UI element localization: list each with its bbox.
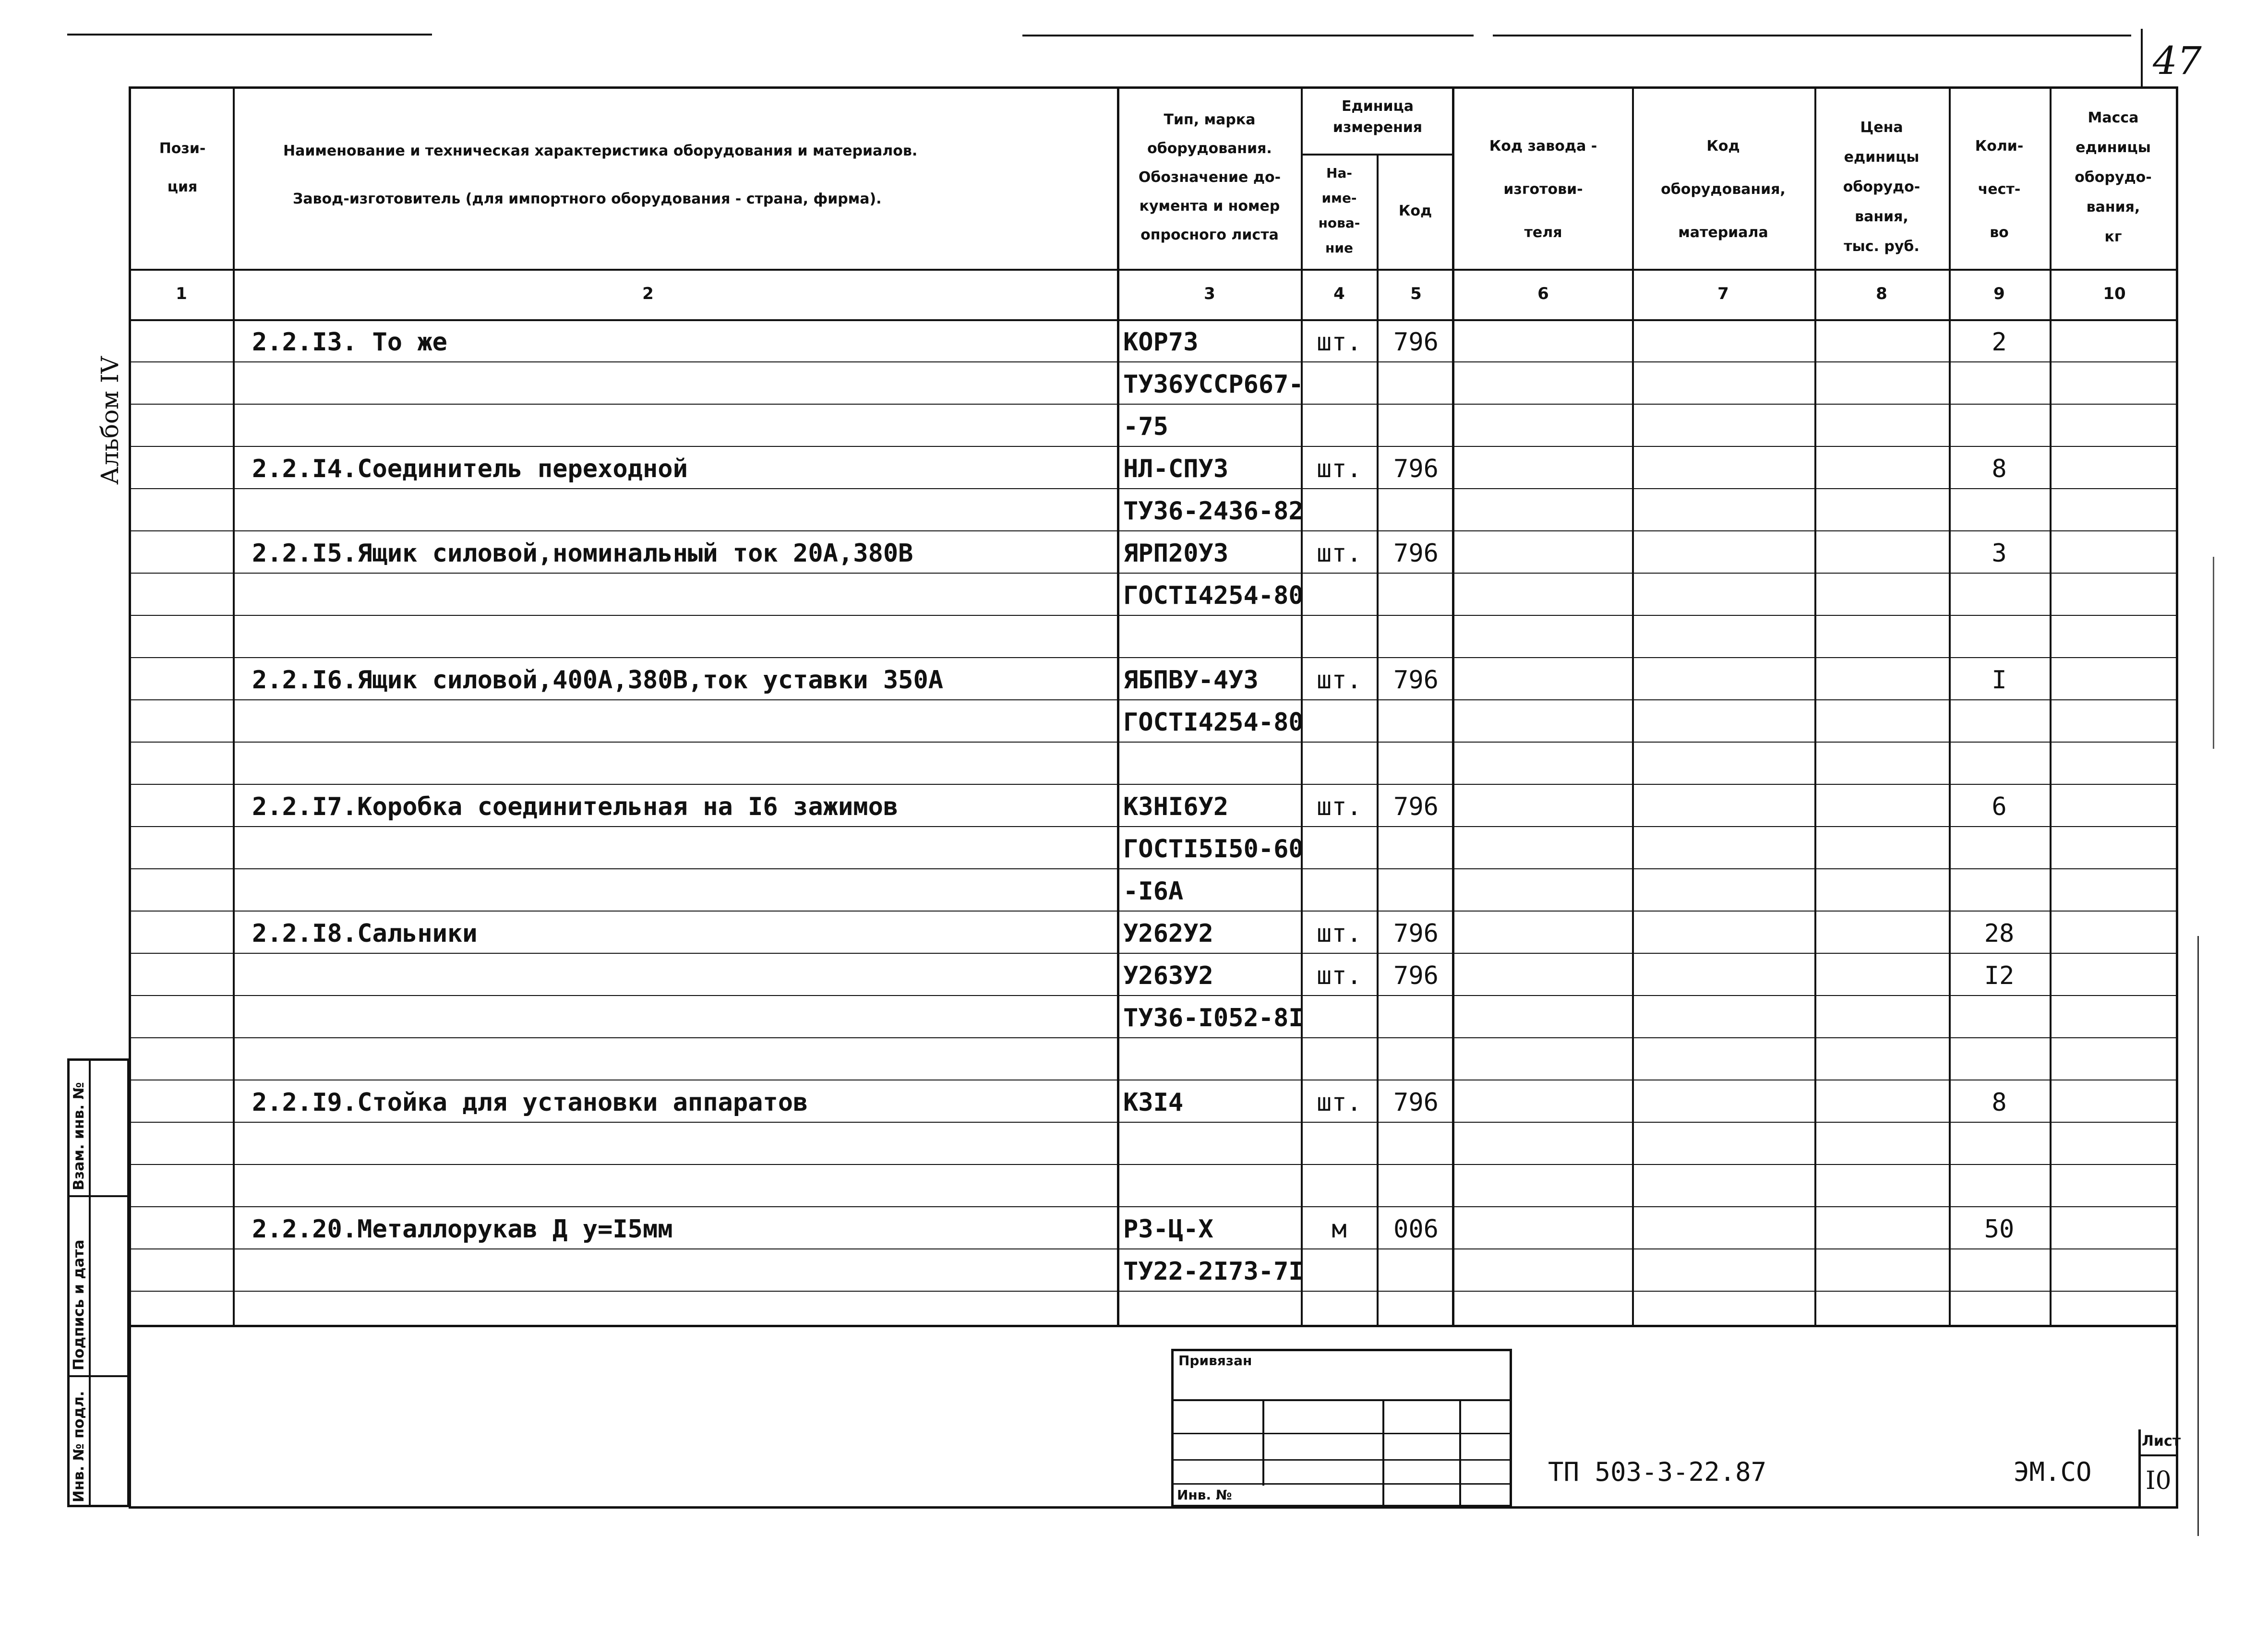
- row-type: ТУ22-2I73-7I: [1123, 1257, 1304, 1286]
- header-col9-line: во: [1990, 224, 2009, 241]
- row-type: КОР73: [1123, 328, 1199, 357]
- table-top-border: [129, 86, 2178, 89]
- header-col2-line: Завод-изготовитель (для импортного оборудования - страна, фирма).: [293, 191, 882, 207]
- header-col10: [2052, 103, 2174, 252]
- sheet-label: Лист: [2142, 1433, 2181, 1450]
- header-unit-line: измерения: [1332, 119, 1423, 136]
- col-sep-4: [1377, 154, 1379, 1326]
- row-type: У262У2: [1123, 919, 1213, 948]
- row-qty: 8: [1992, 1088, 2007, 1117]
- header-col8-line: вания,: [1855, 208, 1908, 225]
- table-right-border: [2176, 86, 2178, 1507]
- row-type: ГОСТI4254-80: [1123, 708, 1304, 737]
- privyazan-col: [1459, 1399, 1461, 1507]
- header-col7-line: материала: [1678, 224, 1768, 241]
- row-line: [129, 404, 2178, 405]
- page-number-box-left: [2141, 29, 2143, 86]
- row-name: 2.2.I4.Соединитель переходной: [252, 455, 688, 483]
- scan-mark: [2197, 936, 2199, 1536]
- row-line: [129, 530, 2178, 531]
- numbers-bottom-border: [129, 319, 2178, 321]
- row-unit: шт.: [1317, 539, 1362, 568]
- privyazan-col: [1262, 1399, 1264, 1486]
- left-strip-row: [67, 1195, 130, 1197]
- row-line: [129, 657, 2178, 658]
- row-qty: 2: [1992, 328, 2007, 357]
- row-type: -I6А: [1123, 877, 1184, 906]
- row-unit: шт.: [1317, 328, 1362, 357]
- row-name: 2.2.I9.Стойка для установки аппаратов: [252, 1088, 808, 1117]
- header-col7-line: Код: [1706, 138, 1740, 155]
- header-col8-line: оборудо-: [1843, 179, 1920, 195]
- row-type: ТУ36-2436-82: [1123, 497, 1304, 526]
- header-col8-line: единицы: [1844, 149, 1920, 166]
- row-name: 2.2.I5.Ящик силовой,номинальный ток 20А,380В: [252, 539, 913, 568]
- header-col5: Код: [1398, 203, 1432, 219]
- row-type: КЗНI6У2: [1123, 792, 1229, 821]
- row-code: 006: [1393, 1215, 1439, 1244]
- row-type: НЛ-СПУ3: [1123, 455, 1229, 483]
- row-qty: I2: [1984, 961, 2015, 990]
- header-col1: [139, 130, 226, 206]
- header-col4: [1303, 161, 1375, 261]
- row-code: 796: [1393, 328, 1439, 357]
- row-line: [129, 1291, 2178, 1292]
- header-col10-line: кг: [2104, 228, 2122, 245]
- row-unit: шт.: [1317, 666, 1362, 695]
- row-unit: шт.: [1317, 1088, 1362, 1117]
- row-qty: 50: [1984, 1215, 2015, 1244]
- top-rule-mid: [1022, 35, 1474, 36]
- col-number: 5: [1410, 284, 1422, 303]
- row-type: ЯРП20У3: [1123, 539, 1229, 568]
- row-unit: шт.: [1317, 919, 1362, 948]
- unit-subheader-border: [1301, 154, 1453, 156]
- header-col3-line: Тип, марка: [1164, 111, 1256, 128]
- row-line: [129, 995, 2178, 996]
- row-qty: I: [1992, 666, 2007, 695]
- col-number: 9: [1993, 284, 2005, 303]
- row-name: 2.2.I7.Коробка соединительная на I6 зажимов: [252, 792, 899, 821]
- privyazan-col: [1382, 1399, 1384, 1507]
- header-col4-line: нова-: [1318, 215, 1360, 231]
- row-type: ТУ36-I052-8I: [1123, 1004, 1304, 1032]
- row-line: [129, 1164, 2178, 1165]
- header-col9: [1951, 125, 2047, 254]
- scan-mark: [2213, 557, 2214, 749]
- vzam-inv-label: Взам. инв. №: [71, 1082, 87, 1190]
- col-number: 7: [1717, 284, 1729, 303]
- album-label: Альбом IV: [96, 356, 124, 485]
- header-col4-line: ние: [1325, 240, 1353, 256]
- row-unit: м: [1332, 1215, 1347, 1244]
- header-col10-line: единицы: [2076, 139, 2151, 156]
- privyazan-label: Привязан: [1178, 1353, 1252, 1368]
- header-col1-line: Пози-: [159, 140, 206, 157]
- col-sep-8: [1949, 86, 1951, 1326]
- header-col2: [250, 127, 989, 223]
- header-col3: [1121, 106, 1298, 250]
- row-type: КЗI4: [1123, 1088, 1184, 1117]
- row-type: ГОСТI4254-80: [1123, 581, 1304, 610]
- header-col6-line: изготови-: [1503, 181, 1583, 198]
- row-code: 796: [1393, 919, 1439, 948]
- header-col6: [1457, 125, 1630, 254]
- row-unit: шт.: [1317, 455, 1362, 483]
- col-number: 6: [1537, 284, 1549, 303]
- row-line: [129, 1206, 2178, 1207]
- header-col6-line: теля: [1524, 224, 1562, 241]
- row-code: 796: [1393, 666, 1439, 695]
- row-type: Р3-Ц-Х: [1123, 1215, 1213, 1244]
- col-sep-7: [1814, 86, 1816, 1326]
- inv-no-label: Инв. №: [1177, 1487, 1232, 1503]
- row-line: [129, 615, 2178, 616]
- col-number: 2: [642, 284, 654, 303]
- row-qty: 6: [1992, 792, 2007, 821]
- inv-podl-label: Инв. № подл.: [71, 1391, 87, 1502]
- row-line: [129, 953, 2178, 954]
- row-line: [129, 826, 2178, 827]
- col-sep-5: [1452, 86, 1454, 1326]
- top-rule-right: [1493, 35, 2131, 36]
- header-unit-line: Единица: [1342, 98, 1414, 115]
- row-type: ГОСТI5I50-60: [1123, 835, 1304, 864]
- col-sep-2: [1117, 86, 1119, 1326]
- row-line: [129, 742, 2178, 743]
- row-qty: 3: [1992, 539, 2007, 568]
- row-qty: 8: [1992, 455, 2007, 483]
- col-sep-9: [2050, 86, 2052, 1326]
- row-line: [129, 1037, 2178, 1038]
- header-col7-line: оборудования,: [1661, 181, 1786, 198]
- header-col3-line: опросного листа: [1140, 227, 1279, 243]
- row-type: ТУ36УССР667-: [1123, 370, 1304, 399]
- top-rule-left: [67, 34, 432, 36]
- row-line: [129, 573, 2178, 574]
- row-line: [129, 488, 2178, 489]
- col-sep-1: [233, 86, 235, 1326]
- row-code: 796: [1393, 961, 1439, 990]
- header-col1-line: ция: [167, 179, 198, 195]
- row-code: 796: [1393, 539, 1439, 568]
- table-bottom-border: [129, 1325, 2178, 1327]
- header-col9-line: чест-: [1978, 181, 2021, 198]
- page-number: 47: [2153, 38, 2202, 83]
- header-col10-line: оборудо-: [2075, 169, 2152, 186]
- row-code: 796: [1393, 1088, 1439, 1117]
- header-col9-line: Коли-: [1975, 138, 2024, 155]
- row-name: 2.2.I8.Сальники: [252, 919, 478, 948]
- header-unit-title: [1303, 96, 1452, 138]
- row-type: ЯБПВУ-4У3: [1123, 666, 1259, 695]
- row-name: 2.2.20.Металлорукав Д у=I5мм: [252, 1215, 673, 1244]
- row-line: [129, 446, 2178, 447]
- row-line: [129, 911, 2178, 912]
- row-qty: 28: [1984, 919, 2015, 948]
- header-col7: [1634, 125, 1812, 254]
- col-number: 4: [1333, 284, 1345, 303]
- row-line: [129, 868, 2178, 869]
- header-col10-line: вания,: [2086, 199, 2140, 216]
- row-type: У263У2: [1123, 961, 1213, 990]
- row-code: 796: [1393, 792, 1439, 821]
- left-strip-divider: [89, 1058, 91, 1507]
- doc-code: ТП 503-3-22.87: [1548, 1457, 1767, 1487]
- sheet-box-divider: [2138, 1454, 2178, 1456]
- row-line: [129, 361, 2178, 362]
- col-number: 1: [176, 284, 187, 303]
- left-strip-row: [67, 1375, 130, 1377]
- header-col3-line: кумента и номер: [1139, 198, 1280, 215]
- row-code: 796: [1393, 455, 1439, 483]
- row-line: [129, 699, 2178, 700]
- podpis-data-label: Подпись и дата: [71, 1239, 87, 1370]
- row-type: -75: [1123, 412, 1168, 441]
- col-sep-6: [1632, 86, 1634, 1326]
- header-col10-line: Масса: [2088, 109, 2139, 126]
- row-name: 2.2.I6.Ящик силовой,400А,380В,ток уставки 350А: [252, 666, 944, 695]
- header-bottom-border: [129, 269, 2178, 271]
- row-unit: шт.: [1317, 792, 1362, 821]
- header-col3-line: оборудования.: [1147, 140, 1272, 157]
- header-col8-line: Цена: [1860, 119, 1903, 136]
- col-number: 3: [1204, 284, 1215, 303]
- header-col4-line: име-: [1321, 190, 1357, 206]
- header-col6-line: Код завода -: [1489, 138, 1597, 155]
- doc-mark: ЭМ.СО: [2014, 1457, 2092, 1487]
- header-col2-line: Наименование и техническая характеристика оборудования и материалов.: [283, 143, 918, 159]
- row-line: [129, 1248, 2178, 1249]
- header-col3-line: Обозначение до-: [1138, 169, 1281, 186]
- col-number: 8: [1876, 284, 1887, 303]
- header-col4-line: На-: [1326, 165, 1352, 181]
- row-unit: шт.: [1317, 961, 1362, 990]
- header-col8: [1817, 113, 1946, 262]
- sheet-bottom-border: [129, 1506, 2178, 1509]
- sheet-number: I0: [2146, 1466, 2172, 1495]
- col-number: 10: [2103, 284, 2126, 303]
- row-line: [129, 784, 2178, 785]
- col-sep-3: [1301, 86, 1303, 1326]
- row-name: 2.2.I3. То же: [252, 328, 447, 357]
- row-line: [129, 1122, 2178, 1123]
- header-col8-line: тыс. руб.: [1844, 238, 1920, 255]
